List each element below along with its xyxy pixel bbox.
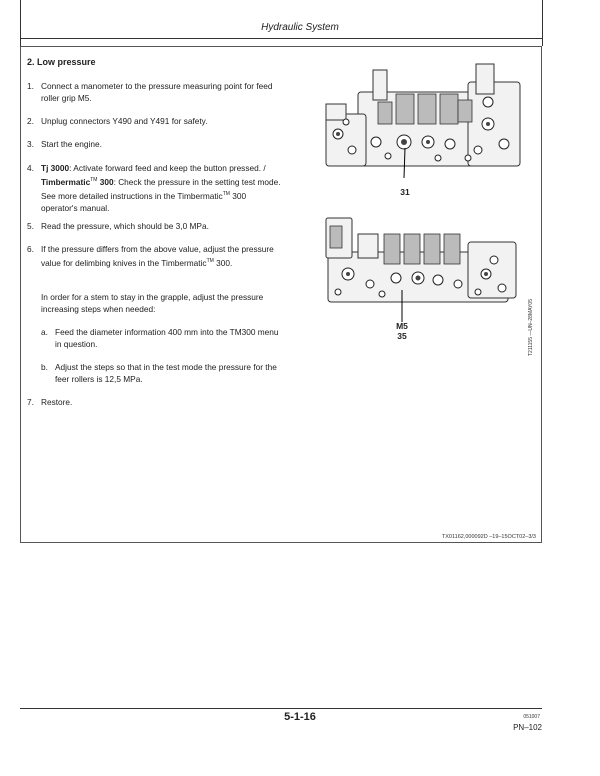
step-text: Read the pressure, which should be 3,0 MPa.: [41, 221, 209, 231]
step-text: Restore.: [41, 397, 73, 407]
callout-m5-35: [390, 321, 414, 341]
trademark: TM: [222, 191, 230, 198]
text-run: : Check the pressure in the setting test mode. See more detailed instructions in the Timbermatic: [41, 176, 281, 201]
step-text: Feed the diameter information 400 mm into the TM300 menu in question.: [55, 327, 279, 350]
bold-term: Timbermatic: [41, 176, 91, 187]
box-reference-code: TX01162,000092D –19–15OCT02–3/3: [441, 534, 536, 540]
step-1: [27, 80, 285, 104]
step-2: [27, 115, 285, 127]
step-number: 2.: [27, 116, 34, 126]
callout-35: 35: [397, 331, 407, 341]
footer-rule: [20, 708, 542, 709]
figure-reference-vertical: T211155 —UN–28MAY05: [528, 299, 534, 356]
step-a: [27, 326, 285, 350]
text-run: 300 operator's manual.: [41, 190, 247, 214]
step-text: Adjust the steps so that in the test mode the pressure for the feer rollers is 12,5 MPa.: [55, 362, 277, 385]
step-6-note: [27, 291, 285, 315]
step-number: 1.: [27, 81, 34, 91]
header-rule: [20, 38, 542, 39]
step-number: 6.: [27, 244, 34, 254]
step-5: [27, 220, 285, 232]
valve-block-illustration-top: [318, 62, 528, 180]
text-run: 300.: [213, 257, 233, 268]
step-number: 3.: [27, 139, 34, 149]
step-number: a.: [41, 327, 48, 337]
page-header-title: Hydraulic System: [261, 22, 339, 33]
step-b: [27, 361, 285, 385]
step-number: 4.: [27, 163, 34, 173]
trademark: TM: [206, 258, 214, 265]
publication-number: PN–102: [513, 723, 542, 732]
step-number: 5.: [27, 221, 34, 231]
section-title: 2. Low pressure: [27, 57, 96, 67]
step-number: b.: [41, 362, 48, 372]
bold-term: 300: [97, 176, 114, 187]
step-number: 7.: [27, 397, 34, 407]
text-run: If the pressure differs from the above value, adjust the pressure value for delimbing knives in the Timbermatic: [41, 244, 274, 268]
trademark: TM: [90, 177, 98, 184]
text-run: : Activate forward feed and keep the button pressed. /: [69, 163, 266, 173]
step-text: [41, 243, 285, 269]
step-text: [41, 162, 285, 214]
valve-block-illustration-bottom: [318, 204, 528, 324]
callout-31: 31: [400, 187, 410, 197]
bold-term: Tj 3000: [41, 163, 70, 173]
page-number: 5-1-16: [284, 711, 316, 723]
step-7: [27, 396, 285, 408]
footer-code: 051007: [523, 714, 540, 720]
step-3: [27, 138, 285, 150]
step-text: In order for a stem to stay in the grapple, adjust the pressure increasing steps when needed:: [41, 292, 264, 315]
step-text: Start the engine.: [41, 139, 102, 149]
callout-m5: M5: [396, 321, 408, 331]
step-4: [27, 162, 285, 214]
step-text: Connect a manometer to the pressure measuring point for feed roller grip M5.: [41, 81, 273, 104]
step-6: [27, 243, 285, 269]
step-text: Unplug connectors Y490 and Y491 for safety.: [41, 116, 208, 126]
